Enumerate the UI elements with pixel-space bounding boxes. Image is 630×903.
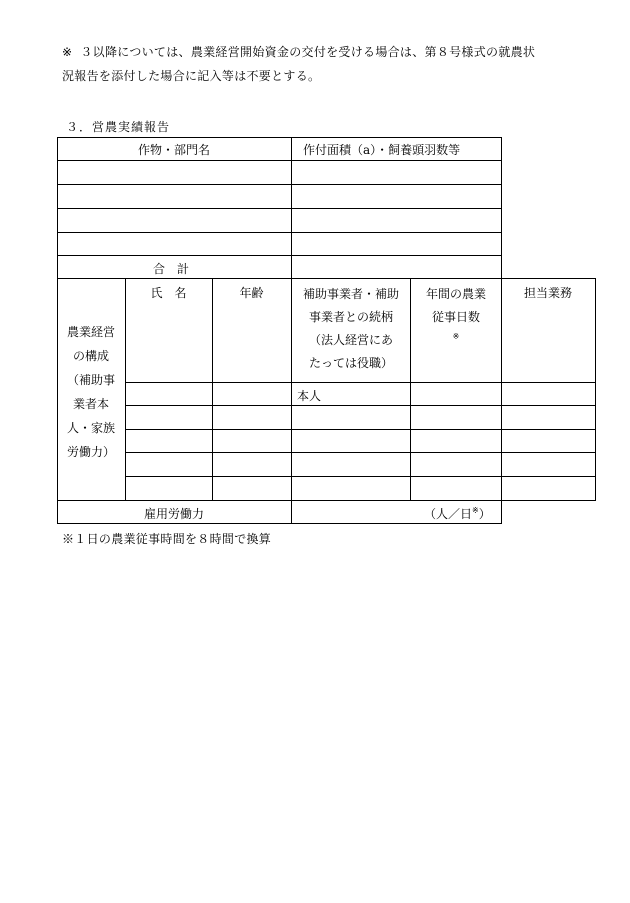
age-header: 年齢 [239,286,264,300]
name-header: 氏 名 [150,286,187,300]
note-mark: ※ [62,45,73,59]
section-title: ３．営農実績報告 [66,120,171,134]
crop-header: 作物・部門名 [137,143,210,157]
member-relation-1: 本人 [297,389,322,403]
bottom-footnote: ※１日の農業従事時間を８時間で換算 [62,532,272,546]
top-note-line-1: ※ ３以降については、農業経営開始資金の交付を受ける場合は、第８号様式の就農状 [62,45,536,59]
area-header: 作付面積（a）・飼養頭羽数等 [303,143,461,157]
hired-labor-unit: （人／日※） [424,506,491,521]
total-label: 合 計 [153,262,190,276]
duty-header: 担当業務 [523,286,572,300]
farm-days-header: 年間の農業 従事日数 ※ [425,287,486,341]
top-note [62,40,582,88]
days-footnote-mark: ※ [452,332,460,341]
hired-footnote-mark: ※ [472,506,479,515]
management-structure-label: 農業経営 の構成 （補助事 業者本 人・家族 労働力） [66,325,115,459]
top-note-line-2: 況報告を添付した場合に記入等は不要とする。 [62,69,321,83]
relation-header: 補助事業者・補助 事業者との続柄 （法人経営にあ たっては役職） [302,287,399,370]
hired-labor-label: 雇用労働力 [143,507,204,521]
